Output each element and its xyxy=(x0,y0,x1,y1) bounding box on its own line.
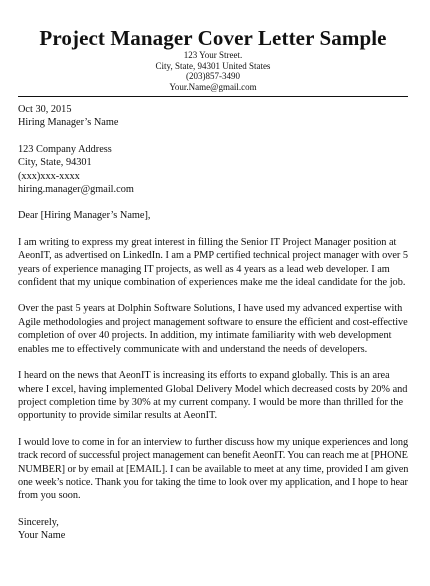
recipient-address-line: City, State, 94301 xyxy=(18,157,92,169)
paragraph-1 xyxy=(18,236,408,290)
paragraph-line: AeonIT, as advertised on LinkedIn. I am a PMP certified technical project manager with over 5 xyxy=(18,250,408,262)
recipient-address-line: 123 Company Address xyxy=(18,143,112,155)
paragraph-line: I heard on the news that AeonIT is increasing its efforts to expand globally. This is an area xyxy=(18,370,390,382)
recipient-address-line: (xxx)xxx-xxxx xyxy=(18,170,80,182)
recipient-name: Hiring Manager’s Name xyxy=(18,117,119,129)
closing: Sincerely, xyxy=(18,516,59,528)
paragraph-line: from you soon. xyxy=(18,490,81,502)
closing-block xyxy=(18,516,408,543)
paragraph-line: track record of successful project management can benefit AeonIT. You can reach me at [PHONE xyxy=(18,450,408,462)
paragraph-line: Agile methodologies and project management software to ensure the efficient and cost-effective xyxy=(18,316,408,328)
date-block xyxy=(18,103,408,130)
paragraph-line: project completion time by 30% at my current company. I would be more than thrilled for the xyxy=(18,396,404,408)
signature-name: Your Name xyxy=(18,530,66,542)
paragraph-line: I would love to come in for an interview to further discuss how my unique experiences and long xyxy=(18,436,409,448)
paragraph-4 xyxy=(18,436,408,503)
paragraph-line: enables me to effectively communicate with and understand the needs of developers. xyxy=(18,343,368,355)
letter-date: Oct 30, 2015 xyxy=(18,104,72,115)
paragraph-3 xyxy=(18,369,408,423)
letter-body xyxy=(18,103,408,543)
paragraph-line: I am writing to express my great interest in filling the Senior IT Project Manager position at xyxy=(18,236,397,248)
paragraph-line: where I excel, having implemented Global Delivery Model which decreased costs by 20% and xyxy=(18,383,408,395)
paragraph-line: opportunity to provide similar results at AeonIT. xyxy=(18,410,218,422)
paragraph-line: NUMBER] or by email at [EMAIL]. I can be available to meet at any time, provided I am given xyxy=(18,463,409,475)
paragraph-line: Over the past 5 years at Dolphin Software Solutions, I have used my advanced expertise with xyxy=(18,303,403,315)
sender-email: Your.Name@gmail.com xyxy=(169,81,257,92)
paragraph-line: completion of over 40 projects. In addition, my intimate familiarity with web development xyxy=(18,330,392,342)
paragraph-2 xyxy=(18,302,408,356)
salutation: Dear [Hiring Manager’s Name], xyxy=(18,210,151,222)
header-divider xyxy=(18,96,408,97)
sender-city-state-zip: City, State, 94301 United States xyxy=(155,60,271,71)
paragraph-line: one week’s notice. Thank you for taking the time to look over my application, and I hope to hear xyxy=(18,476,408,488)
sender-street: 123 Your Street. xyxy=(183,50,243,60)
recipient-email: hiring.manager@gmail.com xyxy=(18,184,134,196)
paragraph-line: years of experience managing IT projects, as well as 4 years as a lead web developer. I am xyxy=(18,263,390,275)
recipient-address xyxy=(18,143,408,197)
paragraph-line: confident that my unique combination of experiences make me the ideal candidate for the job. xyxy=(18,277,406,289)
sender-contact-block xyxy=(18,50,408,92)
document-title: Project Manager Cover Letter Sample xyxy=(39,26,387,50)
sender-phone: (203)857-3490 xyxy=(186,71,240,81)
